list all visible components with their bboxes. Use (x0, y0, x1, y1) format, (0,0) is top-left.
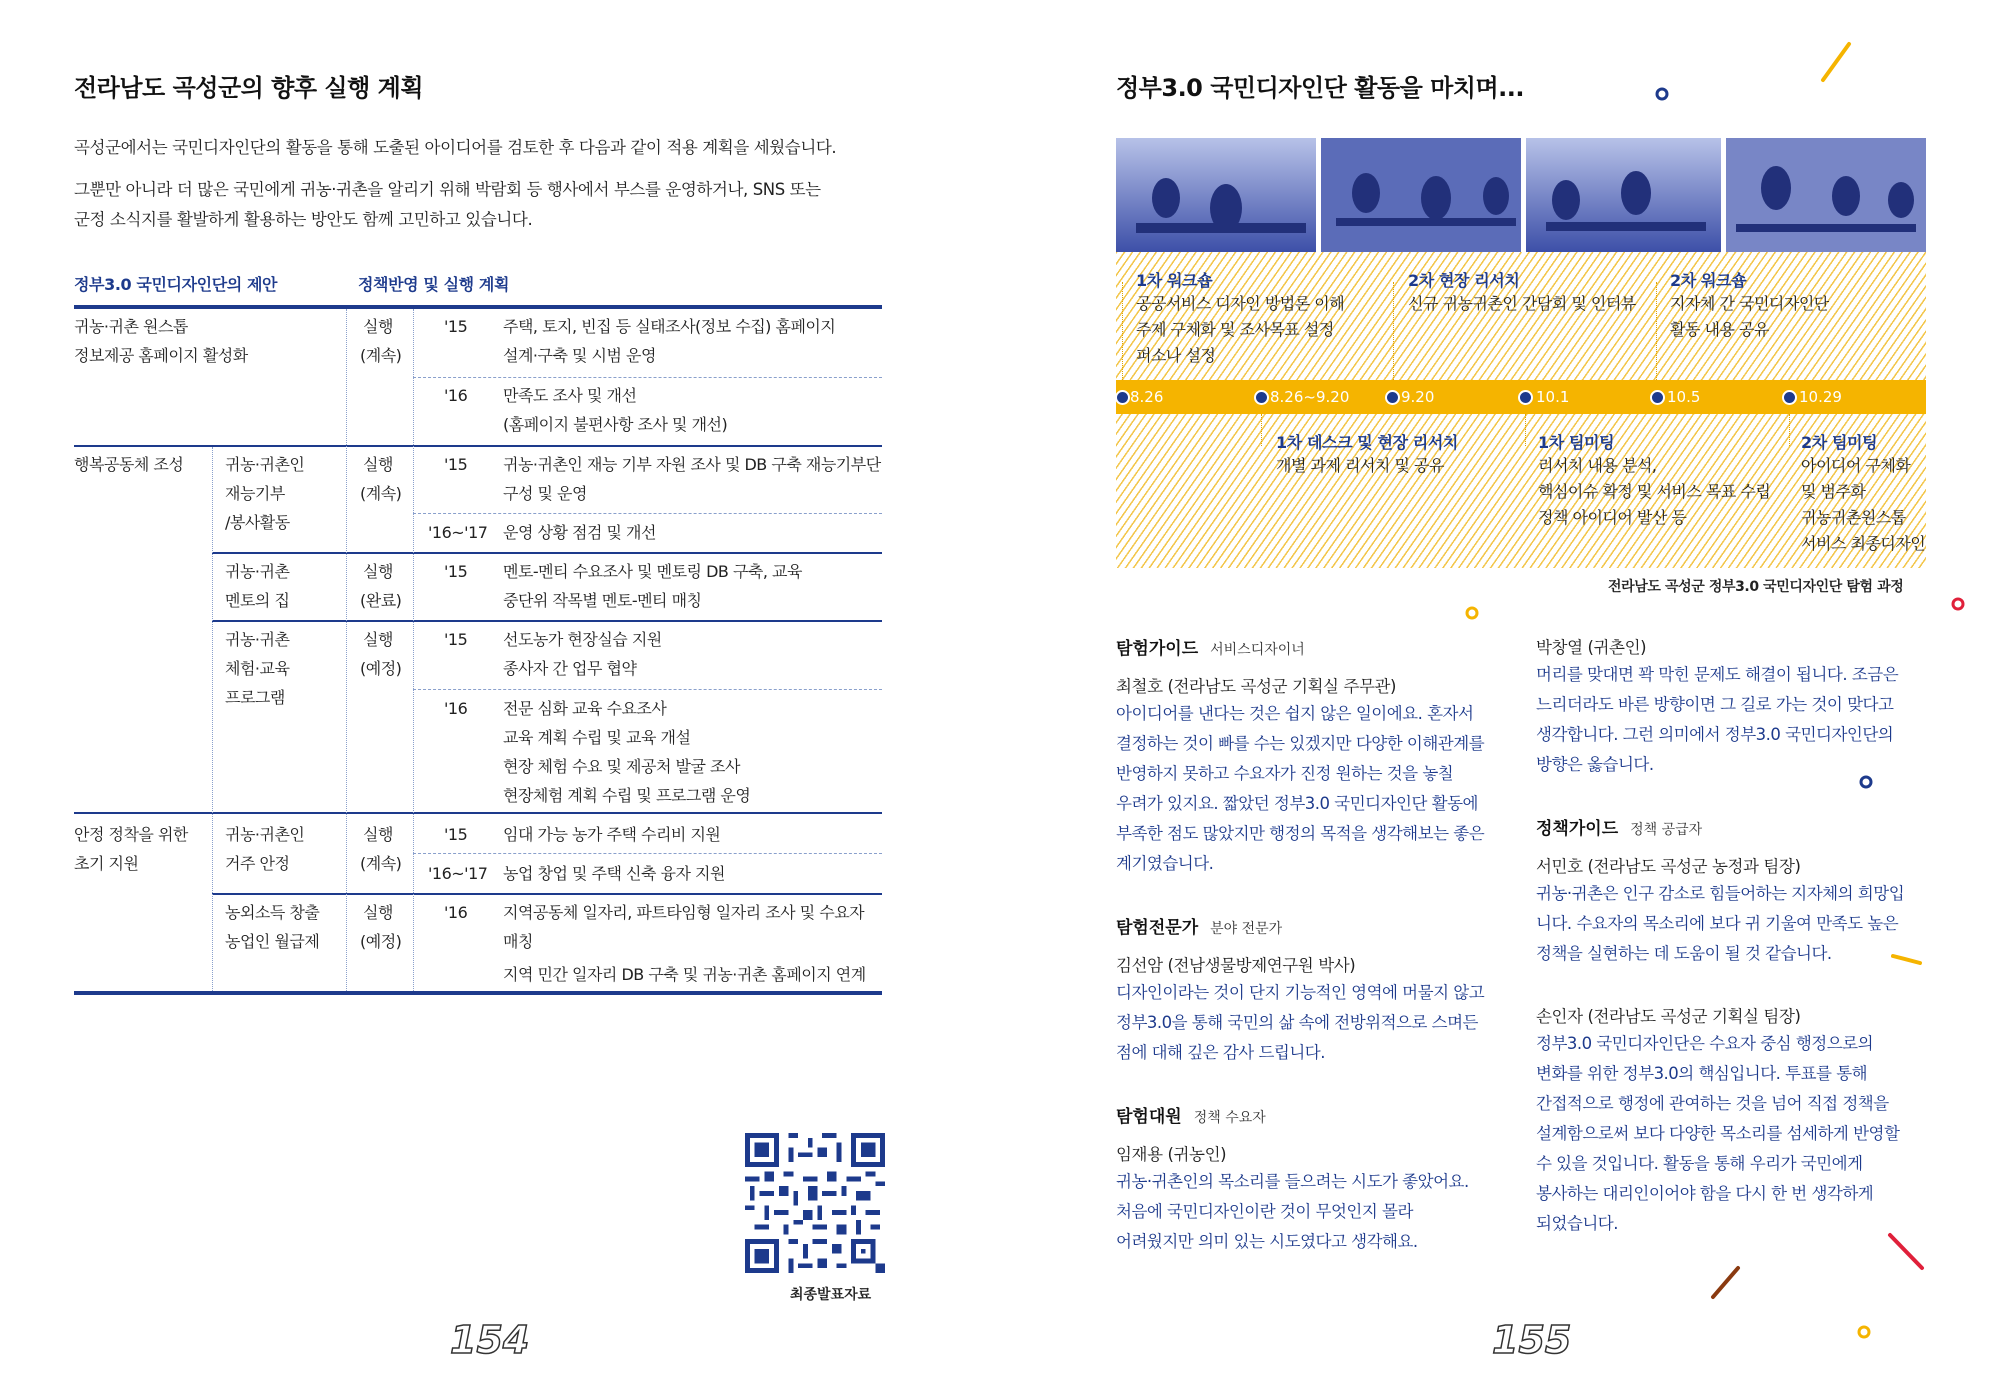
quote-line: 귀농·귀촌은 인구 감소로 힘들어하는 지자체의 희망입 (1536, 884, 1905, 903)
quote-line: 머리를 맞대면 꽉 막힌 문제도 해결이 됩니다. 조금은 (1536, 665, 1899, 684)
sub-proposal-cell: 재능기부 (225, 484, 285, 503)
quote-line: 느리더라도 바른 방향이면 그 길로 가는 것이 맞다고 (1536, 695, 1894, 714)
plan-cell: 현장 체험 수요 및 제공처 발굴 조사 (503, 757, 740, 776)
role-label: 탐험대원 (1116, 1107, 1182, 1127)
role-label: 탐험전문가 (1116, 918, 1199, 938)
sub-proposal-cell: 농업인 월급제 (225, 932, 320, 951)
event-title: 1차 팀미팅 (1538, 433, 1615, 452)
qr-caption: 최종발표자료 (790, 1287, 872, 1303)
quote-line: 어려웠지만 의미 있는 시도였다고 생각해요. (1116, 1232, 1418, 1251)
event-title: 2차 현장 리서치 (1408, 271, 1520, 290)
plan-cell: 매칭 (503, 932, 533, 951)
plan-cell: 교육 계획 수립 및 교육 개설 (503, 728, 691, 747)
role-label: 탐험가이드 (1116, 639, 1199, 659)
proposal-cell: 귀농·귀촌 원스톱 (74, 317, 188, 336)
event-line: 퍼소나 설정 (1136, 346, 1216, 365)
quote-line: 우려가 있지요. 짧았던 정부3.0 국민디자인단 활동에 (1116, 794, 1478, 813)
quote-line: 점에 대해 깊은 감사 드립니다. (1116, 1043, 1325, 1062)
sub-proposal-cell: 귀농·귀촌 (225, 562, 290, 581)
quote-line: 니다. 수요자의 목소리에 보다 귀 기울여 만족도 높은 (1536, 914, 1899, 933)
role-label: 정책가이드 (1536, 819, 1619, 839)
quote-line: 설계함으로써 보다 다양한 목소리를 섬세하게 반영할 (1536, 1124, 1900, 1143)
status-cell: 실행 (363, 317, 393, 336)
status-cell: (계속) (360, 854, 402, 873)
event-line: 공공서비스 디자인 방법론 이해 (1136, 294, 1345, 313)
left-heading: 전라남도 곡성군의 향후 실행 계획 (74, 74, 423, 102)
timeline-caption: 전라남도 곡성군 정부3.0 국민디자인단 탐험 과정 (1608, 579, 1904, 595)
status-cell: (예정) (360, 659, 402, 678)
sub-proposal-cell: 귀농·귀촌인 (225, 455, 305, 474)
sub-proposal-cell: 농외소득 창출 (225, 903, 320, 922)
sub-proposal-cell: 거주 안정 (225, 854, 290, 873)
event-line: 활동 내용 공유 (1670, 320, 1769, 339)
year-cell: '15 (444, 317, 468, 336)
event-line: 주제 구체화 및 조사목표 설정 (1136, 320, 1334, 339)
quote-line: 되었습니다. (1536, 1214, 1618, 1233)
event-line: 정책 아이디어 발산 등 (1538, 508, 1687, 527)
plan-cell: 멘토-멘티 수요조사 및 멘토링 DB 구축, 교육 (503, 562, 802, 581)
event-line: 지자체 간 국민디자인단 (1670, 294, 1829, 313)
quote-line: 디자인이라는 것이 단지 기능적인 영역에 머물지 않고 (1116, 983, 1485, 1002)
plan-cell: 설계·구축 및 시범 운영 (503, 346, 656, 365)
quote-line: 반영하지 못하고 수요자가 진정 원하는 것을 놓칠 (1116, 764, 1454, 783)
event-line: 리서치 내용 분석, (1538, 456, 1657, 475)
sub-proposal-cell: 멘토의 집 (225, 591, 290, 610)
event-line: 아이디어 구체화 (1801, 456, 1911, 475)
plan-cell: 주택, 토지, 빈집 등 실태조사(정보 수집) 홈페이지 (503, 317, 836, 336)
plan-cell: 현장체험 계획 수립 및 프로그램 운영 (503, 786, 751, 805)
event-line: 핵심이슈 확정 및 서비스 목표 수립 (1538, 482, 1771, 501)
role-sub-label: 정책 수요자 (1193, 1110, 1266, 1126)
year-cell: '15 (444, 562, 468, 581)
status-cell: (계속) (360, 346, 402, 365)
commenter-name: 김선암 (전남생물방제연구원 박사) (1116, 956, 1356, 975)
plan-cell: 농업 창업 및 주택 신축 융자 지원 (503, 864, 725, 883)
plan-cell: 선도농가 현장실습 지원 (503, 630, 662, 649)
event-line: 서비스 최종디자인 (1801, 534, 1926, 553)
event-title: 2차 워크숍 (1670, 271, 1747, 290)
event-title: 1차 워크숍 (1136, 271, 1213, 290)
status-cell: 실행 (363, 455, 393, 474)
sub-proposal-cell: 체험·교육 (225, 659, 290, 678)
sub-proposal-cell: 귀농·귀촌인 (225, 825, 305, 844)
event-title: 1차 데스크 및 현장 리서치 (1276, 433, 1458, 452)
proposal-cell: 정보제공 홈페이지 활성화 (74, 346, 248, 365)
plan-cell: 종사자 간 업무 협약 (503, 659, 637, 678)
quote-line: 변화를 위한 정부3.0의 핵심입니다. 투표를 통해 (1536, 1064, 1868, 1083)
plan-cell: 지역공동체 일자리, 파트타임형 일자리 조사 및 수요자 (503, 903, 865, 922)
quote-line: 계기였습니다. (1116, 854, 1214, 873)
quote-line: 수 있을 것입니다. 활동을 통해 우리가 국민에게 (1536, 1154, 1863, 1173)
plan-cell: 운영 상황 점검 및 개선 (503, 523, 656, 542)
timeline-date: 8.26 (1130, 388, 1164, 406)
intro-line-3: 군정 소식지를 활발하게 활용하는 방안도 함께 고민하고 있습니다. (74, 210, 533, 229)
event-line: 개별 과제 리서치 및 공유 (1276, 456, 1444, 475)
year-cell: '15 (444, 455, 468, 474)
quote-line: 간접적으로 행정에 관여하는 것을 넘어 직접 정책을 (1536, 1094, 1889, 1113)
year-cell: '16~'17 (428, 864, 488, 883)
proposal-cell: 안정 정착을 위한 (74, 825, 188, 844)
plan-cell: 지역 민간 일자리 DB 구축 및 귀농·귀촌 홈페이지 연계 (503, 965, 866, 984)
timeline-date: 10.5 (1667, 388, 1701, 406)
commenter-name: 서민호 (전라남도 곡성군 농정과 팀장) (1536, 857, 1801, 876)
commenter-name: 최철호 (전라남도 곡성군 기획실 주무관) (1116, 677, 1397, 696)
status-cell: 실행 (363, 903, 393, 922)
table-header-plan: 정책반영 및 실행 계획 (358, 275, 510, 294)
sub-proposal-cell: /봉사활동 (225, 513, 290, 532)
right-heading: 정부3.0 국민디자인단 활동을 마치며... (1116, 74, 1525, 102)
year-cell: '16 (444, 699, 468, 718)
plan-cell: 구성 및 운영 (503, 484, 587, 503)
commenter-name: 임재용 (귀농인) (1116, 1145, 1227, 1164)
timeline-date: 10.29 (1799, 388, 1842, 406)
status-cell: 실행 (363, 630, 393, 649)
quote-line: 생각합니다. 그런 의미에서 정부3.0 국민디자인단의 (1536, 725, 1894, 744)
timeline-date: 9.20 (1401, 388, 1435, 406)
status-cell: 실행 (363, 825, 393, 844)
page-number-left: 154 (450, 1318, 530, 1362)
status-cell: (예정) (360, 932, 402, 951)
quote-line: 처음에 국민디자인이란 것이 무엇인지 몰라 (1116, 1202, 1413, 1221)
intro-line-2: 그뿐만 아니라 더 많은 국민에게 귀농·귀촌을 알리기 위해 박람회 등 행사에서 부스를 운영하거나, SNS 또는 (74, 180, 821, 199)
event-title: 2차 팀미팅 (1801, 433, 1878, 452)
event-line: 신규 귀농귀촌인 간담회 및 인터뷰 (1408, 294, 1636, 313)
plan-cell: 전문 심화 교육 수요조사 (503, 699, 667, 718)
plan-cell: 귀농·귀촌인 재능 기부 자원 조사 및 DB 구축 재능기부단 (503, 455, 881, 474)
quote-line: 정책을 실현하는 데 도움이 될 것 같습니다. (1536, 944, 1832, 963)
event-line: 및 범주화 (1801, 482, 1866, 501)
role-sub-label: 분야 전문가 (1210, 921, 1283, 937)
page-number-right: 155 (1492, 1318, 1572, 1362)
quote-line: 정부3.0 국민디자인단은 수요자 중심 행정으로의 (1536, 1034, 1874, 1053)
sub-proposal-cell: 프로그램 (225, 688, 285, 707)
commenter-name: 박창열 (귀촌인) (1536, 638, 1647, 657)
commenter-name: 손인자 (전라남도 곡성군 기획실 팀장) (1536, 1007, 1801, 1026)
year-cell: '16 (444, 903, 468, 922)
plan-cell: (홈페이지 불편사항 조사 및 개선) (503, 415, 728, 434)
quote-line: 부족한 점도 많았지만 행정의 목적을 생각해보는 좋은 (1116, 824, 1485, 843)
role-sub-label: 정책 공급자 (1630, 822, 1703, 838)
year-cell: '15 (444, 825, 468, 844)
table-header-proposal: 정부3.0 국민디자인단의 제안 (74, 275, 278, 294)
intro-line-1: 곡성군에서는 국민디자인단의 활동을 통해 도출된 아이디어를 검토한 후 다음과 같이 적용 계획을 세웠습니다. (74, 138, 837, 157)
year-cell: '16 (444, 386, 468, 405)
timeline-date: 8.26~9.20 (1270, 388, 1350, 406)
plan-cell: 만족도 조사 및 개선 (503, 386, 637, 405)
quote-line: 귀농·귀촌인의 목소리를 들으려는 시도가 좋았어요. (1116, 1172, 1469, 1191)
event-line: 귀농귀촌원스톱 (1801, 508, 1906, 527)
quote-line: 방향은 옳습니다. (1536, 755, 1654, 774)
year-cell: '15 (444, 630, 468, 649)
plan-cell: 중단위 작목별 멘토-멘티 매칭 (503, 591, 702, 610)
timeline-date: 10.1 (1536, 388, 1570, 406)
quote-line: 결정하는 것이 빠를 수는 있겠지만 다양한 이해관계를 (1116, 734, 1485, 753)
quote-line: 정부3.0을 통해 국민의 삶 속에 전방위적으로 스며든 (1116, 1013, 1478, 1032)
sub-proposal-cell: 귀농·귀촌 (225, 630, 290, 649)
status-cell: (계속) (360, 484, 402, 503)
quote-line: 아이디어를 낸다는 것은 쉽지 않은 일이에요. 혼자서 (1116, 704, 1474, 723)
status-cell: 실행 (363, 562, 393, 581)
role-sub-label: 서비스디자이너 (1210, 642, 1305, 658)
status-cell: (완료) (360, 591, 402, 610)
proposal-cell: 행복공동체 조성 (74, 455, 184, 474)
quote-line: 봉사하는 대리인이어야 함을 다시 한 번 생각하게 (1536, 1184, 1874, 1203)
year-cell: '16~'17 (428, 523, 488, 542)
proposal-cell: 초기 지원 (74, 854, 139, 873)
plan-cell: 임대 가능 농가 주택 수리비 지원 (503, 825, 721, 844)
